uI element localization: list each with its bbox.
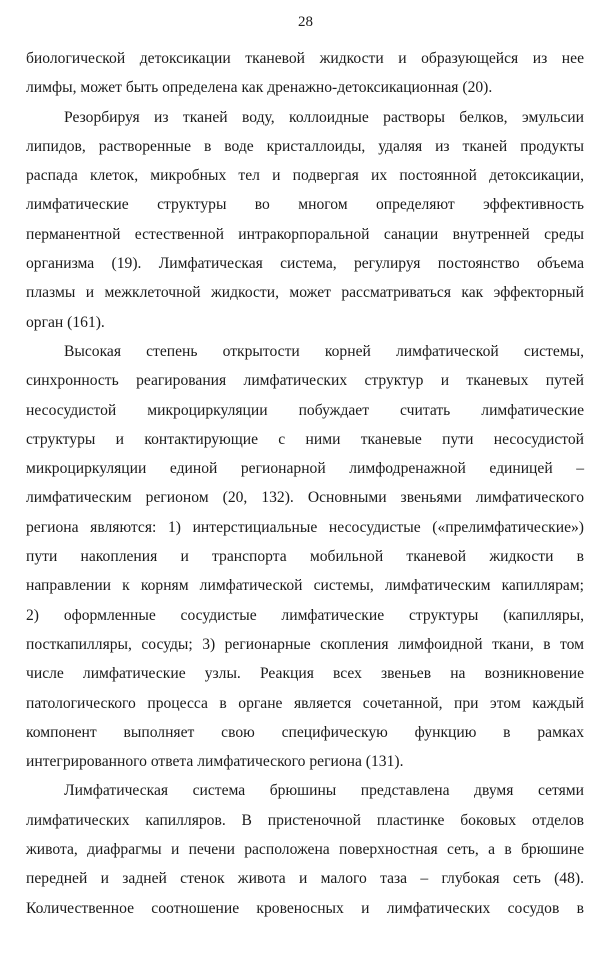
text-line: распада клеток, микробных тел и подвергая их постоянной детоксикации, <box>26 167 584 185</box>
text-line: орган (161). <box>26 313 105 331</box>
paragraph-1 <box>26 44 584 103</box>
paragraph-2 <box>26 103 584 337</box>
text-line: липидов, растворенные в воде кристаллоиды, удаляя из тканей продукты <box>26 137 584 155</box>
text-line: посткапилляры, сосуды; 3) регионарные скопления лимфоидной ткани, в том <box>26 635 584 653</box>
text-line: лимфатические структуры во многом определяют эффективность <box>26 196 584 214</box>
text-line: Лимфатическая система брюшины представлена двумя сетями <box>64 782 584 800</box>
text-line: лимфы, может быть определена как дренажно-детоксикационная (20). <box>26 79 493 97</box>
paragraph-3 <box>26 337 584 776</box>
body-text <box>26 44 584 923</box>
text-line: структуры и контактирующие с ними тканевые пути несосудистой <box>26 430 584 448</box>
text-line: пути накопления и транспорта мобильной тканевой жидкости в <box>26 548 584 566</box>
text-line: синхронность реагирования лимфатических структур и тканевых путей <box>26 372 584 390</box>
text-line: интегрированного ответа лимфатического региона (131). <box>26 753 404 771</box>
text-line: патологического процесса в органе является сочетанной, при этом каждый <box>26 694 584 712</box>
text-line: живота, диафрагмы и печени расположена поверхностная сеть, а в брюшине <box>26 841 584 859</box>
text-line: компонент выполняет свою специфическую функцию в рамках <box>26 723 584 741</box>
text-line: лимфатическим регионом (20, 132). Основными звеньями лимфатического <box>26 489 584 507</box>
text-line: биологической детоксикации тканевой жидкости и образующейся из нее <box>26 50 584 67</box>
text-line: Количественное соотношение кровеносных и лимфатических сосудов в <box>26 899 584 917</box>
text-line: Высокая степень открытости корней лимфатической системы, <box>64 342 584 360</box>
paragraph-4 <box>26 776 584 922</box>
page-number: 28 <box>298 14 313 30</box>
text-line: организма (19). Лимфатическая система, регулируя постоянство объема <box>26 255 584 273</box>
text-line: несосудистой микроциркуляции побуждает считать лимфатические <box>26 401 584 419</box>
text-line: перманентной естественной интракорпоральной санации внутренней среды <box>26 225 584 243</box>
text-line: плазмы и межклеточной жидкости, может рассматриваться как эффекторный <box>26 284 584 302</box>
text-line: передней и задней стенок живота и малого таза – глубокая сеть (48). <box>26 870 584 888</box>
text-line: направлении к корням лимфатической системы, лимфатическим капиллярам; <box>26 577 584 595</box>
text-line: Резорбируя из тканей воду, коллоидные растворы белков, эмульсии <box>64 108 584 126</box>
text-line: числе лимфатические узлы. Реакция всех звеньев на возникновение <box>26 665 584 683</box>
text-line: 2) оформленные сосудистые лимфатические структуры (капилляры, <box>26 606 584 624</box>
text-line: лимфатических капилляров. В пристеночной пластинке боковых отделов <box>26 811 584 829</box>
text-line: микроциркуляции единой регионарной лимфодренажной единицей – <box>26 460 584 478</box>
text-line: региона являются: 1) интерстициальные несосудистые («прелимфатические») <box>26 518 584 536</box>
